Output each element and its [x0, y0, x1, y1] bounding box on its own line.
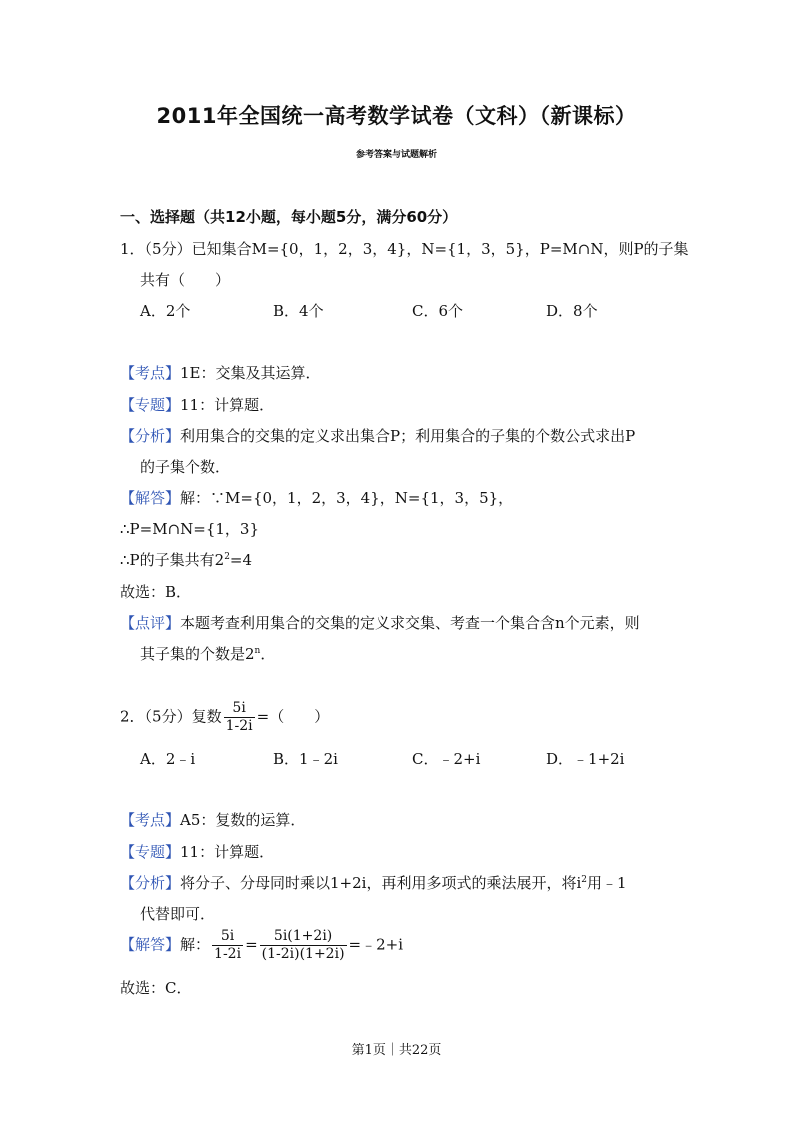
- q1-dianping: [120, 612, 640, 633]
- q2-fenxi-text-a: 将分子、分母同时乘以1+2i，再利用多项式的乘法展开，将i: [180, 874, 582, 892]
- q1-jieda-line3-a: ∴P的子集共有2: [120, 551, 225, 569]
- q2-stem-prefix: 2．（5分）复数: [120, 707, 222, 726]
- q2-fenxi: [120, 872, 627, 893]
- q2-kaodian: [120, 809, 305, 830]
- q2-jieda-f1-num: 5i: [212, 928, 243, 946]
- q2-jieda-tag: 【解答】: [120, 935, 181, 954]
- q2-stem-frac-den: 1-2i: [225, 718, 253, 734]
- q2-stem-fraction: [224, 700, 255, 735]
- q1-stem-line1: 1．（5分）已知集合M={0，1，2，3，4}，N={1，3，5}，P=M∩N，则P的子集: [120, 240, 689, 258]
- page-footer: 第1页｜共22页: [351, 1043, 442, 1058]
- page-subtitle: 参考答案与试题解析: [355, 150, 437, 160]
- q2-zhuanti-text: 11：计算题．: [180, 843, 275, 861]
- q2-jieda-f2-den: (1-2i)(1+2i): [261, 946, 345, 962]
- q2-jieda-fraction-2: [260, 928, 347, 963]
- page-title: 2011年全国统一高考数学试卷（文科）（新课标）: [156, 104, 637, 128]
- q1-kaodian: [120, 362, 321, 383]
- q1-option-a: A．2个: [140, 302, 191, 320]
- q1-option-b: B．4个: [273, 302, 324, 320]
- q2-jieda: [120, 928, 403, 963]
- q1-jieda-text: 解：∵M={0，1，2，3，4}，N={1，3，5}，: [180, 489, 514, 507]
- q1-dianping-tag: 【点评】: [120, 614, 181, 632]
- q1-dianping-line2-a: 其子集的个数是2: [140, 645, 255, 663]
- q1-dianping-text: 本题考查利用集合的交集的定义求交集、考查一个集合含n个元素，则: [180, 614, 640, 632]
- q2-fenxi-sup: 2: [581, 875, 588, 885]
- q1-jieda-line3-sup: 2: [224, 552, 230, 562]
- q1-choose: 故选：B．: [120, 583, 192, 601]
- q1-fenxi-line2: 的子集个数．: [140, 458, 231, 476]
- q1-kaodian-tag: 【考点】: [120, 364, 181, 382]
- q1-fenxi-tag: 【分析】: [120, 427, 181, 445]
- q2-stem: [120, 700, 329, 735]
- q2-stem-frac-num: 5i: [224, 700, 255, 718]
- q1-jieda-line2: ∴P=M∩N={1，3}: [120, 520, 259, 538]
- q2-kaodian-text: A5：复数的运算．: [180, 811, 306, 829]
- q1-zhuanti-tag: 【专题】: [120, 396, 181, 414]
- q2-fenxi-tag: 【分析】: [120, 874, 181, 892]
- q2-jieda-prefix: 解：: [180, 935, 211, 954]
- q2-choose: 故选：C．: [120, 979, 192, 997]
- q2-zhuanti: [120, 841, 274, 862]
- section-heading: 一、选择题（共12小题，每小题5分，满分60分）: [120, 208, 458, 226]
- q2-fenxi-line2: 代替即可．: [140, 905, 216, 923]
- q1-fenxi: [120, 425, 635, 446]
- q2-jieda-f1-den: 1-2i: [214, 946, 242, 962]
- q1-dianping-line2-b: ．: [260, 645, 276, 663]
- q2-jieda-eq: =: [245, 935, 258, 954]
- q1-zhuanti-text: 11：计算题．: [180, 396, 275, 414]
- q1-jieda-line3: [120, 549, 252, 570]
- q1-dianping-line2: [140, 643, 275, 664]
- q2-option-b: B．1﹣2i: [273, 750, 338, 768]
- q2-jieda-f2-num: 5i(1+2i): [260, 928, 347, 946]
- q2-option-c: C．﹣2+i: [412, 750, 481, 768]
- q2-zhuanti-tag: 【专题】: [120, 843, 181, 861]
- q2-kaodian-tag: 【考点】: [120, 811, 181, 829]
- q1-kaodian-text: 1E：交集及其运算．: [180, 364, 321, 382]
- q1-jieda-line3-b: =4: [229, 551, 253, 569]
- q1-option-d: D．8个: [546, 302, 598, 320]
- q2-jieda-fraction-1: [212, 928, 243, 963]
- q1-fenxi-text: 利用集合的交集的定义求出集合P；利用集合的子集的个数公式求出P: [180, 427, 636, 445]
- q1-option-c: C．6个: [412, 302, 464, 320]
- q1-jieda-tag: 【解答】: [120, 489, 181, 507]
- q2-option-a: A．2﹣i: [140, 750, 196, 768]
- q1-jieda: [120, 487, 513, 508]
- q1-stem-line2: 共有（ ）: [140, 271, 231, 289]
- q1-zhuanti: [120, 394, 274, 415]
- q2-option-d: D．﹣1+2i: [546, 750, 625, 768]
- q1-dianping-line2-sup: n: [254, 646, 261, 656]
- q2-stem-suffix: =（ ）: [256, 707, 330, 726]
- q2-jieda-result: =﹣2+i: [348, 935, 404, 954]
- q2-fenxi-text-b: 用﹣1: [587, 874, 627, 892]
